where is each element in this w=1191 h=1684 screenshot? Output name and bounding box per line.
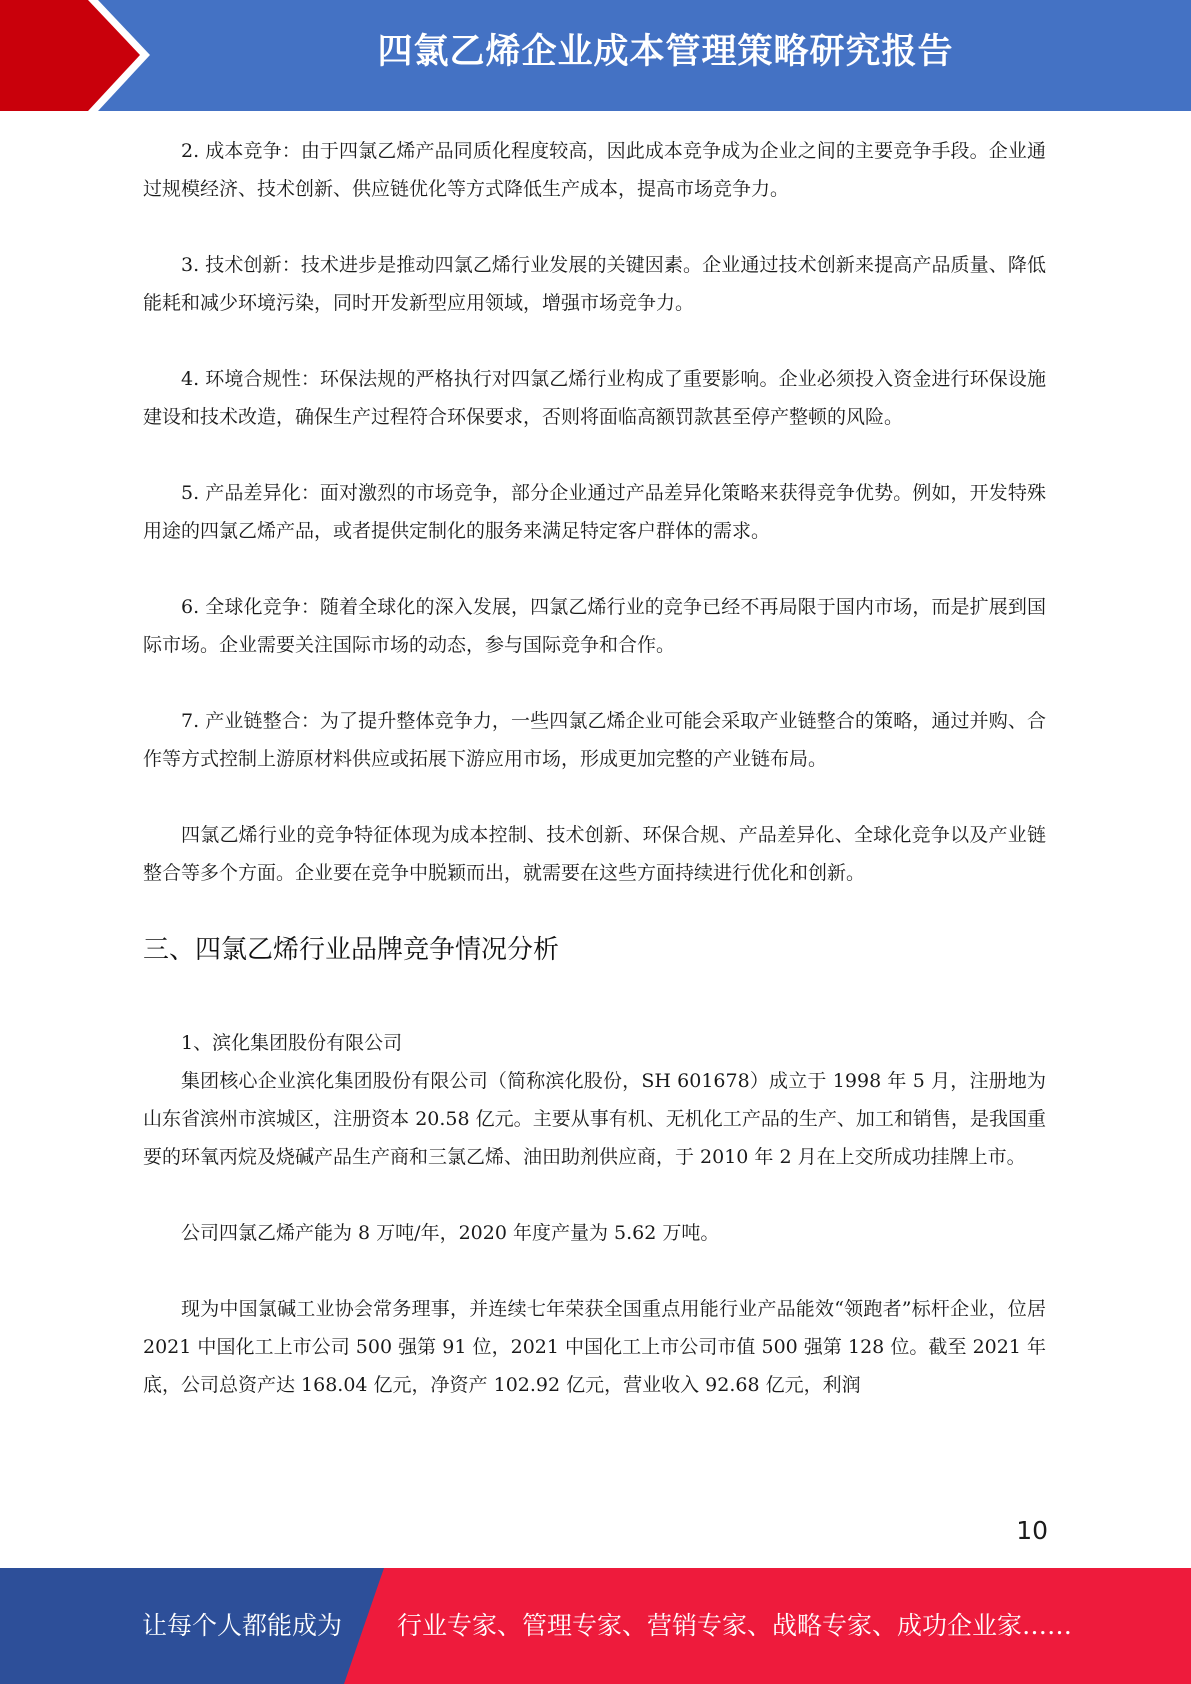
- footer-slogan-left: 让每个人都能成为: [142, 1611, 343, 1640]
- paragraph-tech-innovation: 3. 技术创新：技术进步是推动四氯乙烯行业发展的关键因素。企业通过技术创新来提高产品质量、降低能耗和减少环境污染，同时开发新型应用领域，增强市场竞争力。: [143, 254, 1046, 314]
- section-heading: 三、四氯乙烯行业品牌竞争情况分析: [143, 935, 560, 965]
- page-number: 10: [1016, 1516, 1048, 1545]
- paragraph-environment-compliance: 4. 环境合规性：环保法规的严格执行对四氯乙烯行业构成了重要影响。企业必须投入资金进行环保设施建设和技术改造，确保生产过程符合环保要求，否则将面临高额罚款甚至停产整顿的风险。: [143, 368, 1046, 428]
- paragraph-globalization: 6. 全球化竞争：随着全球化的深入发展，四氯乙烯行业的竞争已经不再局限于国内市场，而是扩展到国际市场。企业需要关注国际市场的动态，参与国际竞争和合作。: [143, 596, 1046, 656]
- company-capacity: 公司四氯乙烯产能为 8 万吨/年，2020 年度产量为 5.62 万吨。: [181, 1222, 720, 1244]
- paragraph-product-differentiation: 5. 产品差异化：面对激烈的市场竞争，部分企业通过产品差异化策略来获得竞争优势。例如，开发特殊用途的四氯乙烯产品，或者提供定制化的服务来满足特定客户群体的需求。: [143, 482, 1046, 542]
- paragraph-cost-competition: 2. 成本竞争：由于四氯乙烯产品同质化程度较高，因此成本竞争成为企业之间的主要竞争手段。企业通过规模经济、技术创新、供应链优化等方式降低生产成本，提高市场竞争力。: [143, 140, 1046, 200]
- header-banner: [0, 0, 1191, 111]
- company-title: 1、滨化集团股份有限公司: [181, 1032, 403, 1054]
- paragraph-industry-chain: 7. 产业链整合：为了提升整体竞争力，一些四氯乙烯企业可能会采取产业链整合的策略，通过并购、合作等方式控制上游原材料供应或拓展下游应用市场，形成更加完整的产业链布局。: [143, 710, 1046, 770]
- company-intro: 集团核心企业滨化集团股份有限公司（简称滨化股份，SH 601678）成立于 1998 年 5 月，注册地为山东省滨州市滨城区，注册资本 20.58 亿元。主要从事有机、无机化工产品的生产、加工和销售，是我国重要的环氧丙烷及烧碱产品生产商和三氯乙烯、油田助剂供应商，于 2010 年 2 月在上交所成功挂牌上市。: [143, 1070, 1046, 1168]
- report-title: 四氯乙烯企业成本管理策略研究报告: [377, 32, 954, 72]
- paragraph-summary: 四氯乙烯行业的竞争特征体现为成本控制、技术创新、环保合规、产品差异化、全球化竞争以及产业链整合等多个方面。企业要在竞争中脱颖而出，就需要在这些方面持续进行优化和创新。: [143, 824, 1046, 884]
- company-status: 现为中国氯碱工业协会常务理事，并连续七年荣获全国重点用能行业产品能效“领跑者”标杆企业，位居 2021 中国化工上市公司 500 强第 91 位，2021 中国化工上市公司市值 500 强第 128 位。截至 2021 年底，公司总资产达 168.04 亿元，净资产 102.92 亿元，营业收入 92.68 亿元，利润: [143, 1298, 1046, 1396]
- footer-slogan-right: 行业专家、管理专家、营销专家、战略专家、成功企业家……: [397, 1611, 1073, 1640]
- page-content: [143, 132, 1046, 1404]
- footer-banner: [0, 1568, 1191, 1684]
